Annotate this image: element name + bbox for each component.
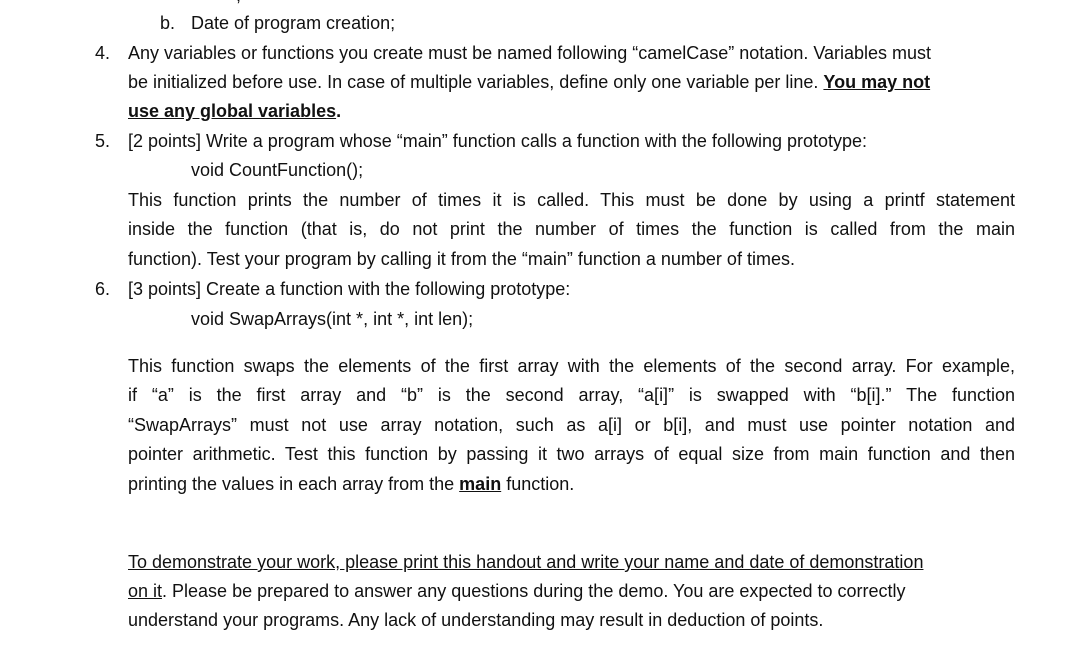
item-4-line-1: Any variables or functions you create must be named following “camelCase” notation. Variables must — [128, 43, 932, 63]
item-4-line-2-text: be initialized before use. In case of multiple variables, define only one variable per line. — [128, 72, 824, 92]
footer-line-2 — [128, 580, 906, 602]
sub-item-b — [160, 12, 175, 34]
item-6-code: void SwapArrays(int *, int *, int len); — [191, 309, 474, 329]
item-6-main-emphasis: main — [459, 474, 502, 494]
item-5-line-1: [2 points] Write a program whose “main” function calls a function with the following prototype: — [128, 131, 868, 151]
footer-line-2-rest: . Please be prepared to answer any questions during the demo. You are expected to correctly — [162, 581, 906, 601]
sub-item-b-marker: b. — [160, 13, 176, 33]
item-6-line-6-start: printing the values in each array from the — [128, 474, 460, 494]
item-6-line-6-end: function. — [501, 474, 575, 494]
item-6-line-2: This function swaps the elements of the first array with the elements of the second array. For example, — [128, 356, 1015, 376]
top-fragment — [236, 0, 256, 4]
item-4-line-2 — [128, 71, 930, 93]
item-6-line-5: pointer arithmetic. Test this function by passing it two arrays of equal size from main function and then — [128, 444, 1015, 464]
item-4-emphasis-2: use any global variables — [128, 101, 337, 121]
item-4-emphasis-1: You may not — [823, 72, 931, 92]
item-5-number: 5. — [95, 131, 111, 151]
item-5-line-4: function). Test your program by calling it from the “main” function a number of times. — [128, 249, 795, 269]
item-6-number: 6. — [95, 279, 111, 299]
item-4-line-3 — [128, 100, 341, 122]
footer-on-it: on it — [128, 581, 163, 601]
item-6-line-4: “SwapArrays” must not use array notation, such as a[i] or b[i], and must use pointer notation and — [128, 415, 1015, 435]
item-5-line-3: inside the function (that is, do not print the number of times the function is called from the main — [128, 219, 1015, 239]
item-6-line-1: [3 points] Create a function with the following prototype: — [128, 279, 571, 299]
item-4-period: . — [336, 101, 342, 121]
item-6-line-6 — [128, 473, 574, 495]
footer-line-3: understand your programs. Any lack of understanding may result in deduction of points. — [128, 610, 824, 630]
item-4-number: 4. — [95, 43, 111, 63]
item-5-line-2: This function prints the number of times it is called. This must be done by using a printf statement — [128, 190, 1015, 210]
item-6-line-3: if “a” is the first array and “b” is the second array, “a[i]” is swapped with “b[i].” The function — [128, 385, 1015, 405]
sub-item-b-text: Date of program creation; — [191, 13, 396, 33]
item-5-code: void CountFunction(); — [191, 160, 364, 180]
footer-line-1: To demonstrate your work, please print this handout and write your name and date of demonstration — [128, 552, 924, 572]
